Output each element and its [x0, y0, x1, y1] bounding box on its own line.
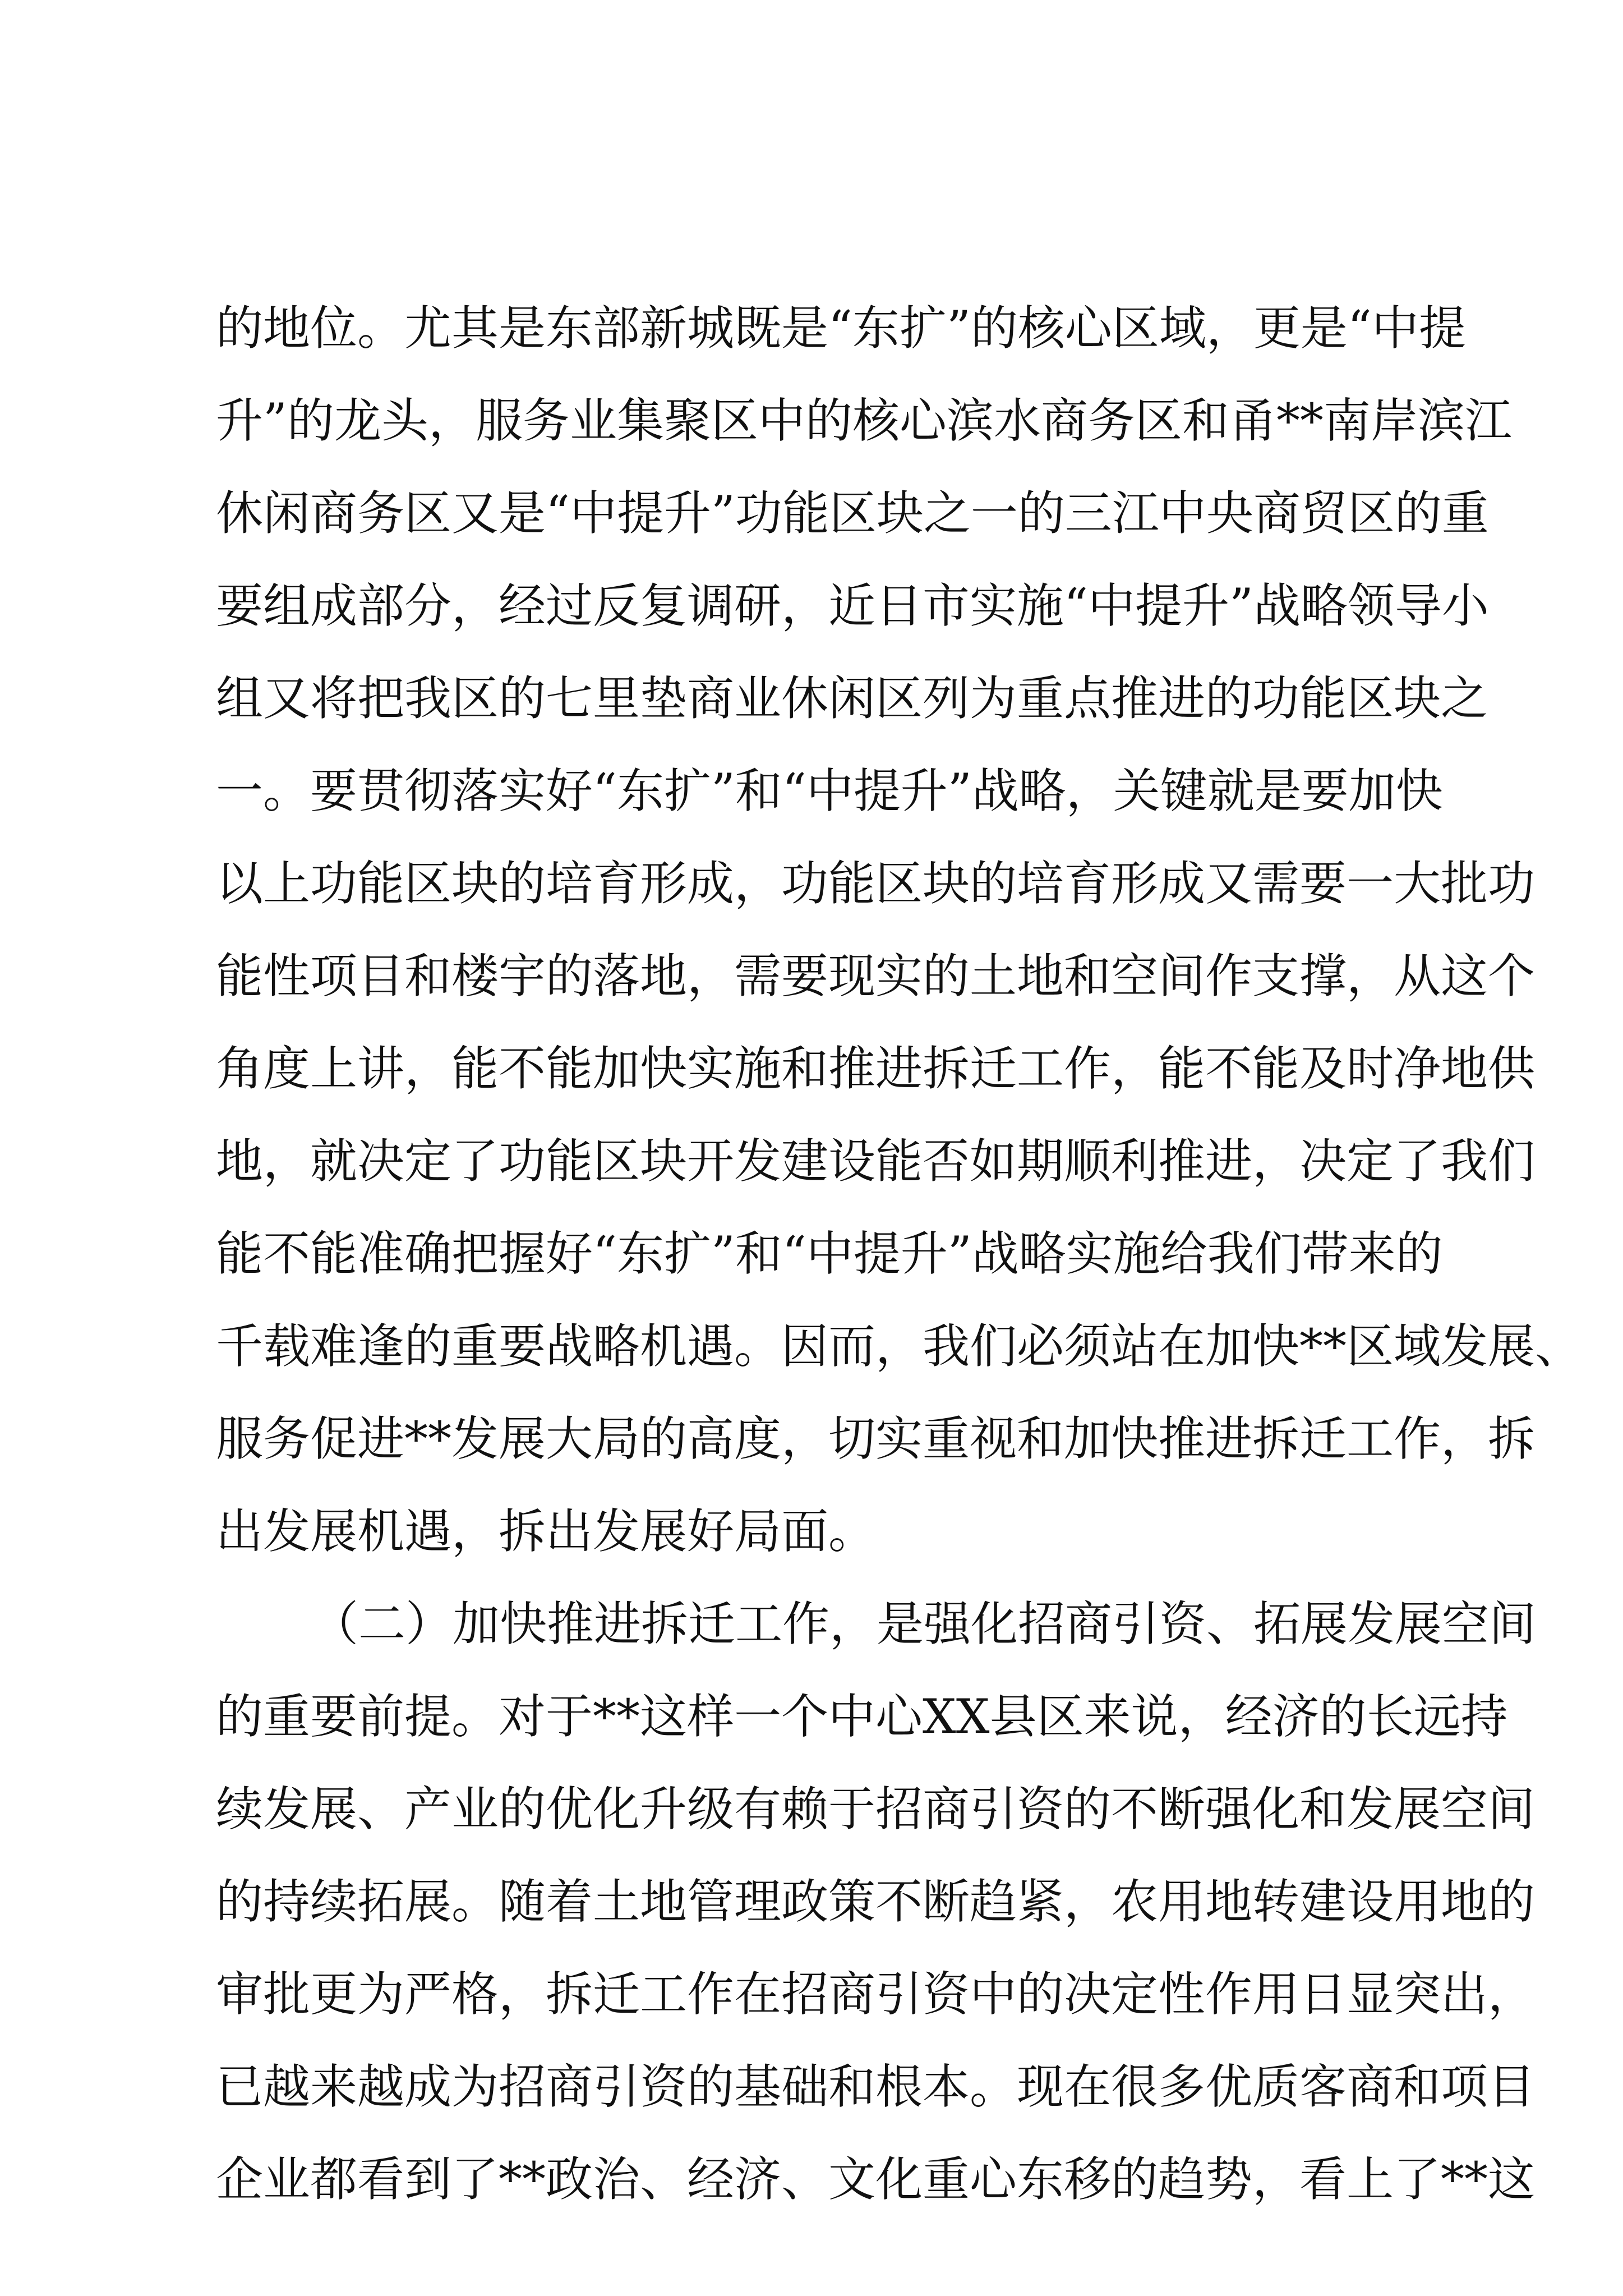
text-line: 组又将把我区的七里垫商业休闲区列为重点推进的功能区块之	[216, 671, 1488, 726]
text-line: 出发展机遇，拆出发展好局面。	[216, 1504, 876, 1559]
text-line: 的重要前提。对于**这样一个中心XX县区来说，经济的长远持	[216, 1689, 1508, 1744]
text-line: 审批更为严格，拆迁工作在招商引资中的决定性作用日显突出，	[216, 1967, 1536, 2022]
text-line: 千载难逢的重要战略机遇。因而，我们必须站在加快**区域发展、	[216, 1319, 1583, 1374]
text-line: 企业都看到了**政治、经济、文化重心东移的趋势，看上了**这	[216, 2152, 1536, 2207]
text-line: 要组成部分，经过反复调研，近日市实施“中提升”战略领导小	[216, 578, 1489, 633]
text-line: 休闲商务区又是“中提升”功能区块之一的三江中央商贸区的重	[216, 486, 1489, 541]
text-line: 升”的龙头，服务业集聚区中的核心滨水商务区和甬**南岸滨江	[216, 393, 1512, 448]
text-line: 角度上讲，能不能加快实施和推进拆迁工作，能不能及时净地供	[216, 1041, 1536, 1096]
text-line: 能不能准确把握好“东扩”和“中提升”战略实施给我们带来的	[216, 1226, 1443, 1281]
text-line: 的持续拓展。随着土地管理政策不断趋紧，农用地转建设用地的	[216, 1874, 1536, 1929]
text-line: 续发展、产业的优化升级有赖于招商引资的不断强化和发展空间	[216, 1782, 1536, 1837]
text-line: 以上功能区块的培育形成，功能区块的培育形成又需要一大批功	[216, 856, 1536, 911]
text-line: 已越来越成为招商引资的基础和根本。现在很多优质客商和项目	[216, 2059, 1536, 2114]
text-line: 服务促进**发展大局的高度，切实重视和加快推进拆迁工作，拆	[216, 1411, 1536, 1466]
text-line: 能性项目和楼宇的落地，需要现实的土地和空间作支撑，从这个	[216, 949, 1536, 1004]
text-line: 一。要贯彻落实好“东扩”和“中提升”战略，关键就是要加快	[216, 763, 1443, 818]
text-line: 地，就决定了功能区块开发建设能否如期顺利推进，决定了我们	[216, 1134, 1536, 1189]
paragraph-start-line: （二）加快推进拆迁工作，是强化招商引资、拓展发展空间	[311, 1596, 1537, 1651]
text-line: 的地位。尤其是东部新城既是“东扩”的核心区域，更是“中提	[216, 301, 1466, 356]
